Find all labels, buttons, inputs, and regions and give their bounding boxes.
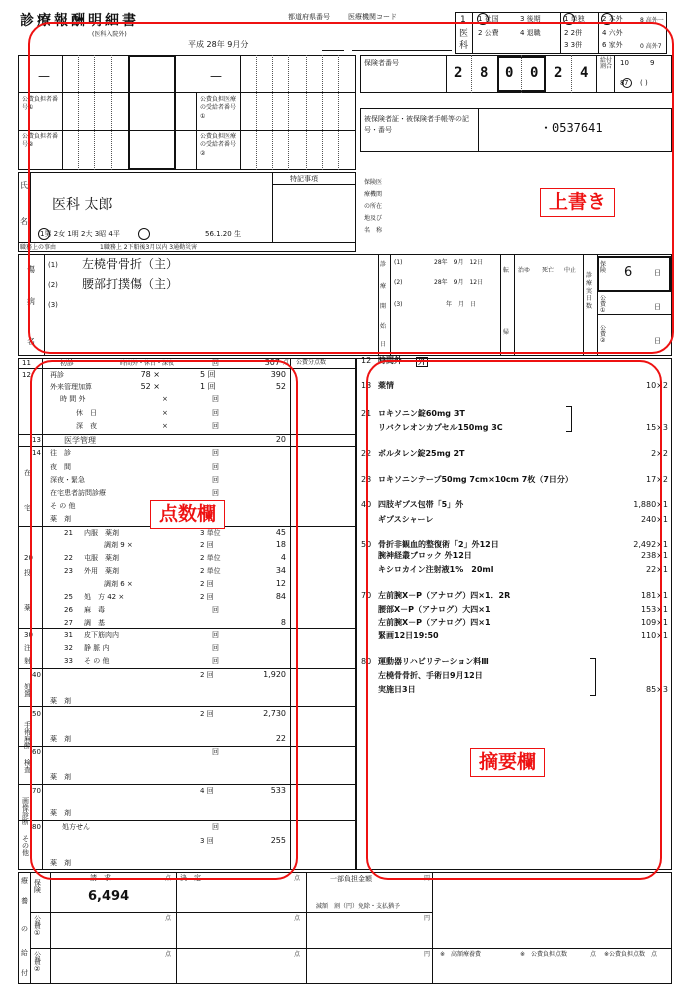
insurer-digit: 0 — [530, 65, 539, 81]
summary-code: 22 — [361, 449, 372, 458]
summary-code: 12 — [361, 356, 372, 365]
summary-text: 腰部X－P（アナログ）大四×1 — [378, 605, 491, 614]
overwrite-label: 上書き — [540, 188, 615, 217]
summary-amount: 17×2 — [646, 475, 668, 484]
summary-amount: 240×1 — [640, 515, 668, 524]
summary-code: 80 — [361, 657, 372, 666]
prefecture-label: 都道府県番号 — [288, 13, 330, 21]
recipient2-label: 公費負担医療の受給者番号② — [200, 133, 237, 157]
summary-text: ギプスシャーレ — [378, 515, 434, 524]
summary-amount: 153×1 — [640, 605, 668, 614]
surgery-points: 2,730 — [263, 709, 286, 718]
summary-amount: 22×1 — [646, 565, 668, 574]
insurer-label: 保険者番号 — [364, 59, 399, 67]
insurer-digit: 2 — [554, 65, 563, 81]
medical-code-label: 医療機関コード — [348, 13, 397, 21]
summary-text: 薬情 — [378, 381, 394, 390]
summary-text: 左橈骨骨折、手術日9月12日 — [378, 671, 483, 680]
summary-amount: 2,492×1 — [633, 540, 668, 549]
other-points: 255 — [270, 836, 286, 845]
summary-text: ロキソニン錠60mg 3T — [378, 409, 465, 418]
first-visit-points: 307 — [264, 358, 280, 367]
summary-code: 70 — [361, 591, 372, 600]
imaging-points: 533 — [270, 786, 286, 795]
summary-amount: 238×1 — [640, 551, 668, 560]
summary-amount: 85×3 — [646, 685, 668, 694]
summary-amount: 15×3 — [646, 423, 668, 432]
summary-text: 実施日3日 — [378, 685, 416, 694]
summary-text: 左前腕X－P（アナログ）四×1．2R — [378, 591, 511, 600]
payer2-label: 公費負担者番号② — [22, 133, 59, 149]
payer1-label: 公費負担者番号① — [22, 96, 59, 112]
summary-text: ロキソニンテープ50mg 7cm×10cm 7枚（7日分） — [378, 475, 573, 484]
summary-text: 緊画12日19:50 — [378, 631, 439, 640]
summary-amount: 109×1 — [640, 618, 668, 627]
prefecture-code: 1 — [460, 15, 466, 25]
insurer-digit: 4 — [580, 65, 589, 81]
diagnosis-name: 左橈骨骨折（主） — [82, 257, 179, 271]
ratio-label: 給付割合 — [600, 57, 613, 70]
summary-text: 四肢ギプス包帯「5」外 — [378, 500, 464, 509]
birth-date: 56.1.20 生 — [205, 230, 241, 238]
summary-amount: 1,880×1 — [633, 500, 668, 509]
summary-text: 腕神経叢ブロック 外12日 — [378, 551, 472, 560]
summary-text: キシロカイン注射液1% 20ml — [378, 565, 494, 574]
insurer-digit: 0 — [505, 65, 514, 81]
insurer-digit: 2 — [454, 65, 463, 81]
summary-amount: 10×2 — [646, 381, 668, 390]
summary-mark: 外 — [418, 357, 426, 366]
form-subtitle: (医科入院外) — [92, 31, 127, 38]
recipient1-label: 公費負担医療の受給者番号① — [200, 96, 237, 120]
days-label: 診療実日数 — [586, 272, 593, 311]
payer-dash: — — [210, 69, 222, 83]
start-date: 28年 9月 12日 — [434, 279, 484, 286]
summary-code: 23 — [361, 475, 372, 484]
summary-code: 13 — [361, 381, 372, 390]
summary-code: 21 — [361, 409, 372, 418]
billing-month: 平成 28年 9月分 — [188, 40, 249, 49]
summary-text: 時間外 — [378, 356, 402, 365]
patient-name: 医科 太郎 — [52, 197, 113, 213]
summary-code: 50 — [361, 540, 372, 549]
start-date: 28年 9月 12日 — [434, 259, 484, 266]
summary-region — [366, 360, 662, 880]
summary-text: 骨折非観血的整復術「2」外12日 — [378, 540, 499, 549]
form-title: 診療報酬明細書 — [20, 13, 139, 29]
diagnosis-name: 腰部打撲傷（主） — [82, 277, 179, 291]
summary-text: リバクレオンカプセル150mg 3C — [378, 423, 503, 432]
insurer-digit: 8 — [480, 65, 489, 81]
summary-text: 運動器リハビリテーション料Ⅲ — [378, 657, 489, 666]
total-points: 6,494 — [88, 889, 130, 904]
insured-label: 被保険者証・被保険者手帳等の記号・番号 — [364, 115, 469, 135]
summary-code: 40 — [361, 500, 372, 509]
insured-number: ・0537641 — [540, 121, 603, 135]
insurance-days: 6 — [624, 265, 633, 280]
payer-dash: — — [38, 69, 50, 83]
reason-label: 職務上の事由 — [20, 244, 57, 251]
points-region — [30, 360, 298, 880]
revisit-points: 390 — [270, 370, 286, 379]
summary-text: ボルタレン錠25mg 2T — [378, 449, 465, 458]
points-label: 点数欄 — [150, 500, 225, 529]
summary-label: 摘要欄 — [470, 748, 545, 777]
summary-amount: 2×2 — [651, 449, 668, 458]
partial-label: 一部負担金額 — [330, 875, 372, 883]
reason-options: 1職務上 2下船後3月以内 3通勤災害 — [100, 244, 198, 251]
summary-amount: 110×1 — [640, 631, 668, 640]
special-notes-label: 特記事項 — [290, 175, 318, 183]
summary-text: 左前腕X－P（アナログ）四×1 — [378, 618, 491, 627]
procedure-points: 1,920 — [263, 670, 286, 679]
sex-era: 1男 2女 1明 2大 3昭 4平 — [40, 230, 120, 238]
summary-amount: 181×1 — [640, 591, 668, 600]
